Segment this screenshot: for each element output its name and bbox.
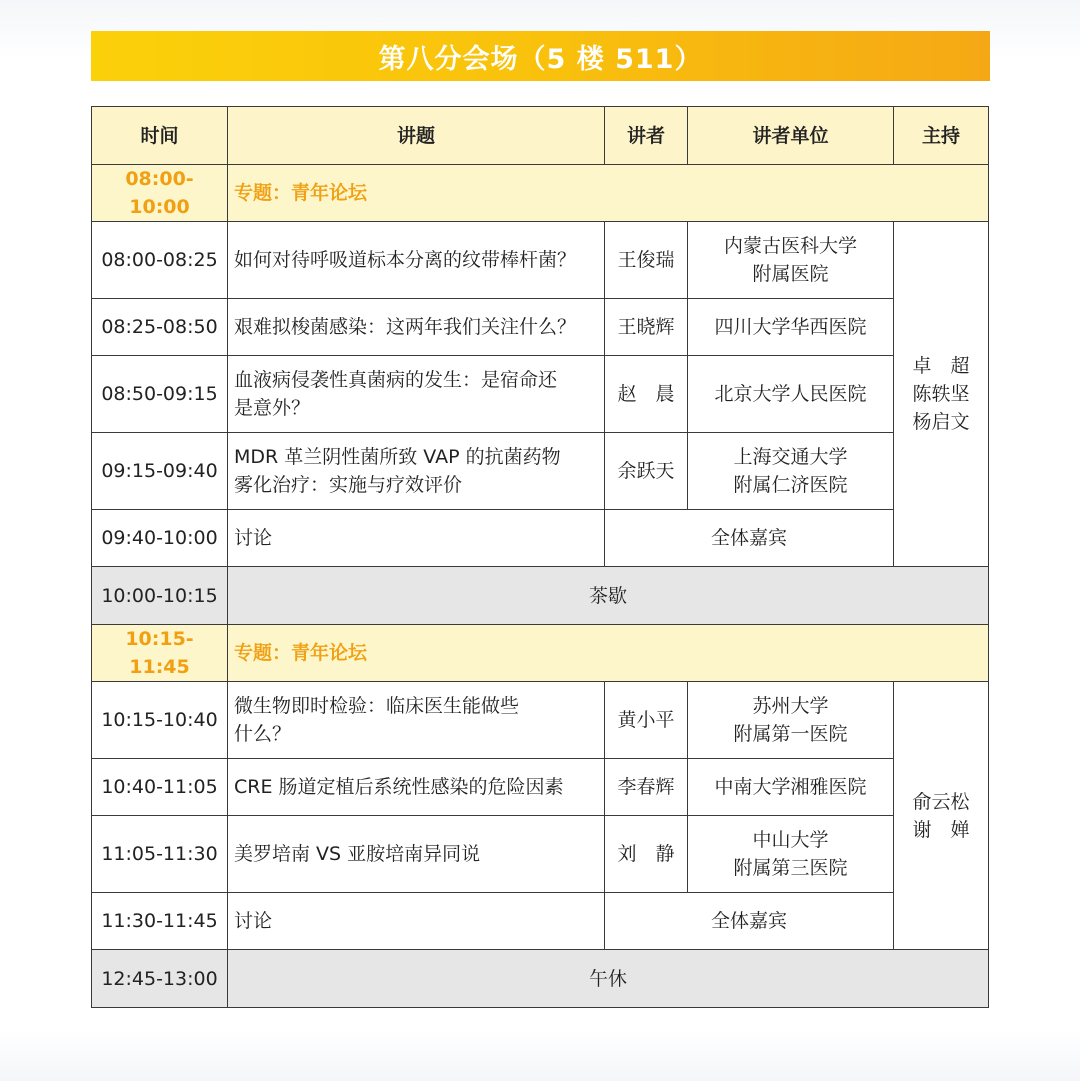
session-chairs [894,222,989,567]
talk-topic: MDR 革兰阴性菌所致 VAP 的抗菌药物 雾化治疗：实施与疗效评价 [228,433,605,510]
talk-time: 10:15-10:40 [92,682,228,759]
talk-time: 10:40-11:05 [92,759,228,816]
talk-speaker: 刘 静 [605,816,688,893]
header-time: 时间 [92,107,228,165]
chair-name: 陈轶坚 [912,383,970,405]
talk-speaker-unit: 全体嘉宾 [605,510,894,567]
table-row [92,299,989,356]
chair-name: 卓 超 [912,355,970,377]
break-row [92,567,989,625]
table-row [92,433,989,510]
table-row [92,816,989,893]
talk-speaker: 余跃天 [605,433,688,510]
talk-time: 08:00-08:25 [92,222,228,299]
talk-speaker-unit: 全体嘉宾 [605,893,894,950]
talk-time: 08:50-09:15 [92,356,228,433]
session-row [92,165,989,222]
table-row [92,510,989,567]
break-row [92,950,989,1008]
chair-name: 谢 婵 [912,818,970,841]
talk-speaker: 李春辉 [605,759,688,816]
talk-topic: 血液病侵袭性真菌病的发生：是宿命还 是意外？ [228,356,605,433]
talk-topic: 艰难拟梭菌感染：这两年我们关注什么？ [228,299,605,356]
talk-topic: 美罗培南 VS 亚胺培南异同说 [228,816,605,893]
table-row [92,682,989,759]
talk-topic: 如何对待呼吸道标本分离的纹带棒杆菌？ [228,222,605,299]
table-row [92,893,989,950]
table-row [92,759,989,816]
talk-unit: 北京大学人民医院 [688,356,894,433]
talk-unit: 上海交通大学 附属仁济医院 [688,433,894,510]
talk-time: 11:30-11:45 [92,893,228,950]
header-unit: 讲者单位 [688,107,894,165]
talk-speaker: 赵 晨 [605,356,688,433]
talk-time: 11:05-11:30 [92,816,228,893]
talk-unit: 内蒙古医科大学 附属医院 [688,222,894,299]
session-topic: 专题：青年论坛 [228,625,989,682]
session-topic: 专题：青年论坛 [228,165,989,222]
break-time: 10:00-10:15 [92,567,228,625]
break-time: 12:45-13:00 [92,950,228,1008]
header-speaker: 讲者 [605,107,688,165]
chair-name: 杨启文 [912,411,970,433]
talk-topic: 讨论 [228,893,605,950]
header-row [92,107,989,165]
talk-topic: CRE 肠道定植后系统性感染的危险因素 [228,759,605,816]
talk-time: 09:40-10:00 [92,510,228,567]
talk-time: 09:15-09:40 [92,433,228,510]
session-banner: 第八分会场（5 楼 511） [91,31,990,81]
session-time: 08:00-10:00 [92,165,228,222]
talk-unit: 中南大学湘雅医院 [688,759,894,816]
talk-unit: 四川大学华西医院 [688,299,894,356]
table-row [92,222,989,299]
header-chair: 主持 [894,107,989,165]
table-row [92,356,989,433]
talk-unit: 苏州大学 附属第一医院 [688,682,894,759]
talk-speaker: 王晓辉 [605,299,688,356]
session-row [92,625,989,682]
schedule-table [91,106,989,1008]
header-topic: 讲题 [228,107,605,165]
session-time: 10:15-11:45 [92,625,228,682]
talk-topic: 微生物即时检验：临床医生能做些 什么？ [228,682,605,759]
talk-time: 08:25-08:50 [92,299,228,356]
talk-topic: 讨论 [228,510,605,567]
talk-speaker: 黄小平 [605,682,688,759]
talk-speaker: 王俊瑞 [605,222,688,299]
chair-name: 俞云松 [912,790,970,813]
session-chairs [894,682,989,950]
talk-unit: 中山大学 附属第三医院 [688,816,894,893]
break-label: 午休 [228,950,989,1008]
break-label: 茶歇 [228,567,989,625]
